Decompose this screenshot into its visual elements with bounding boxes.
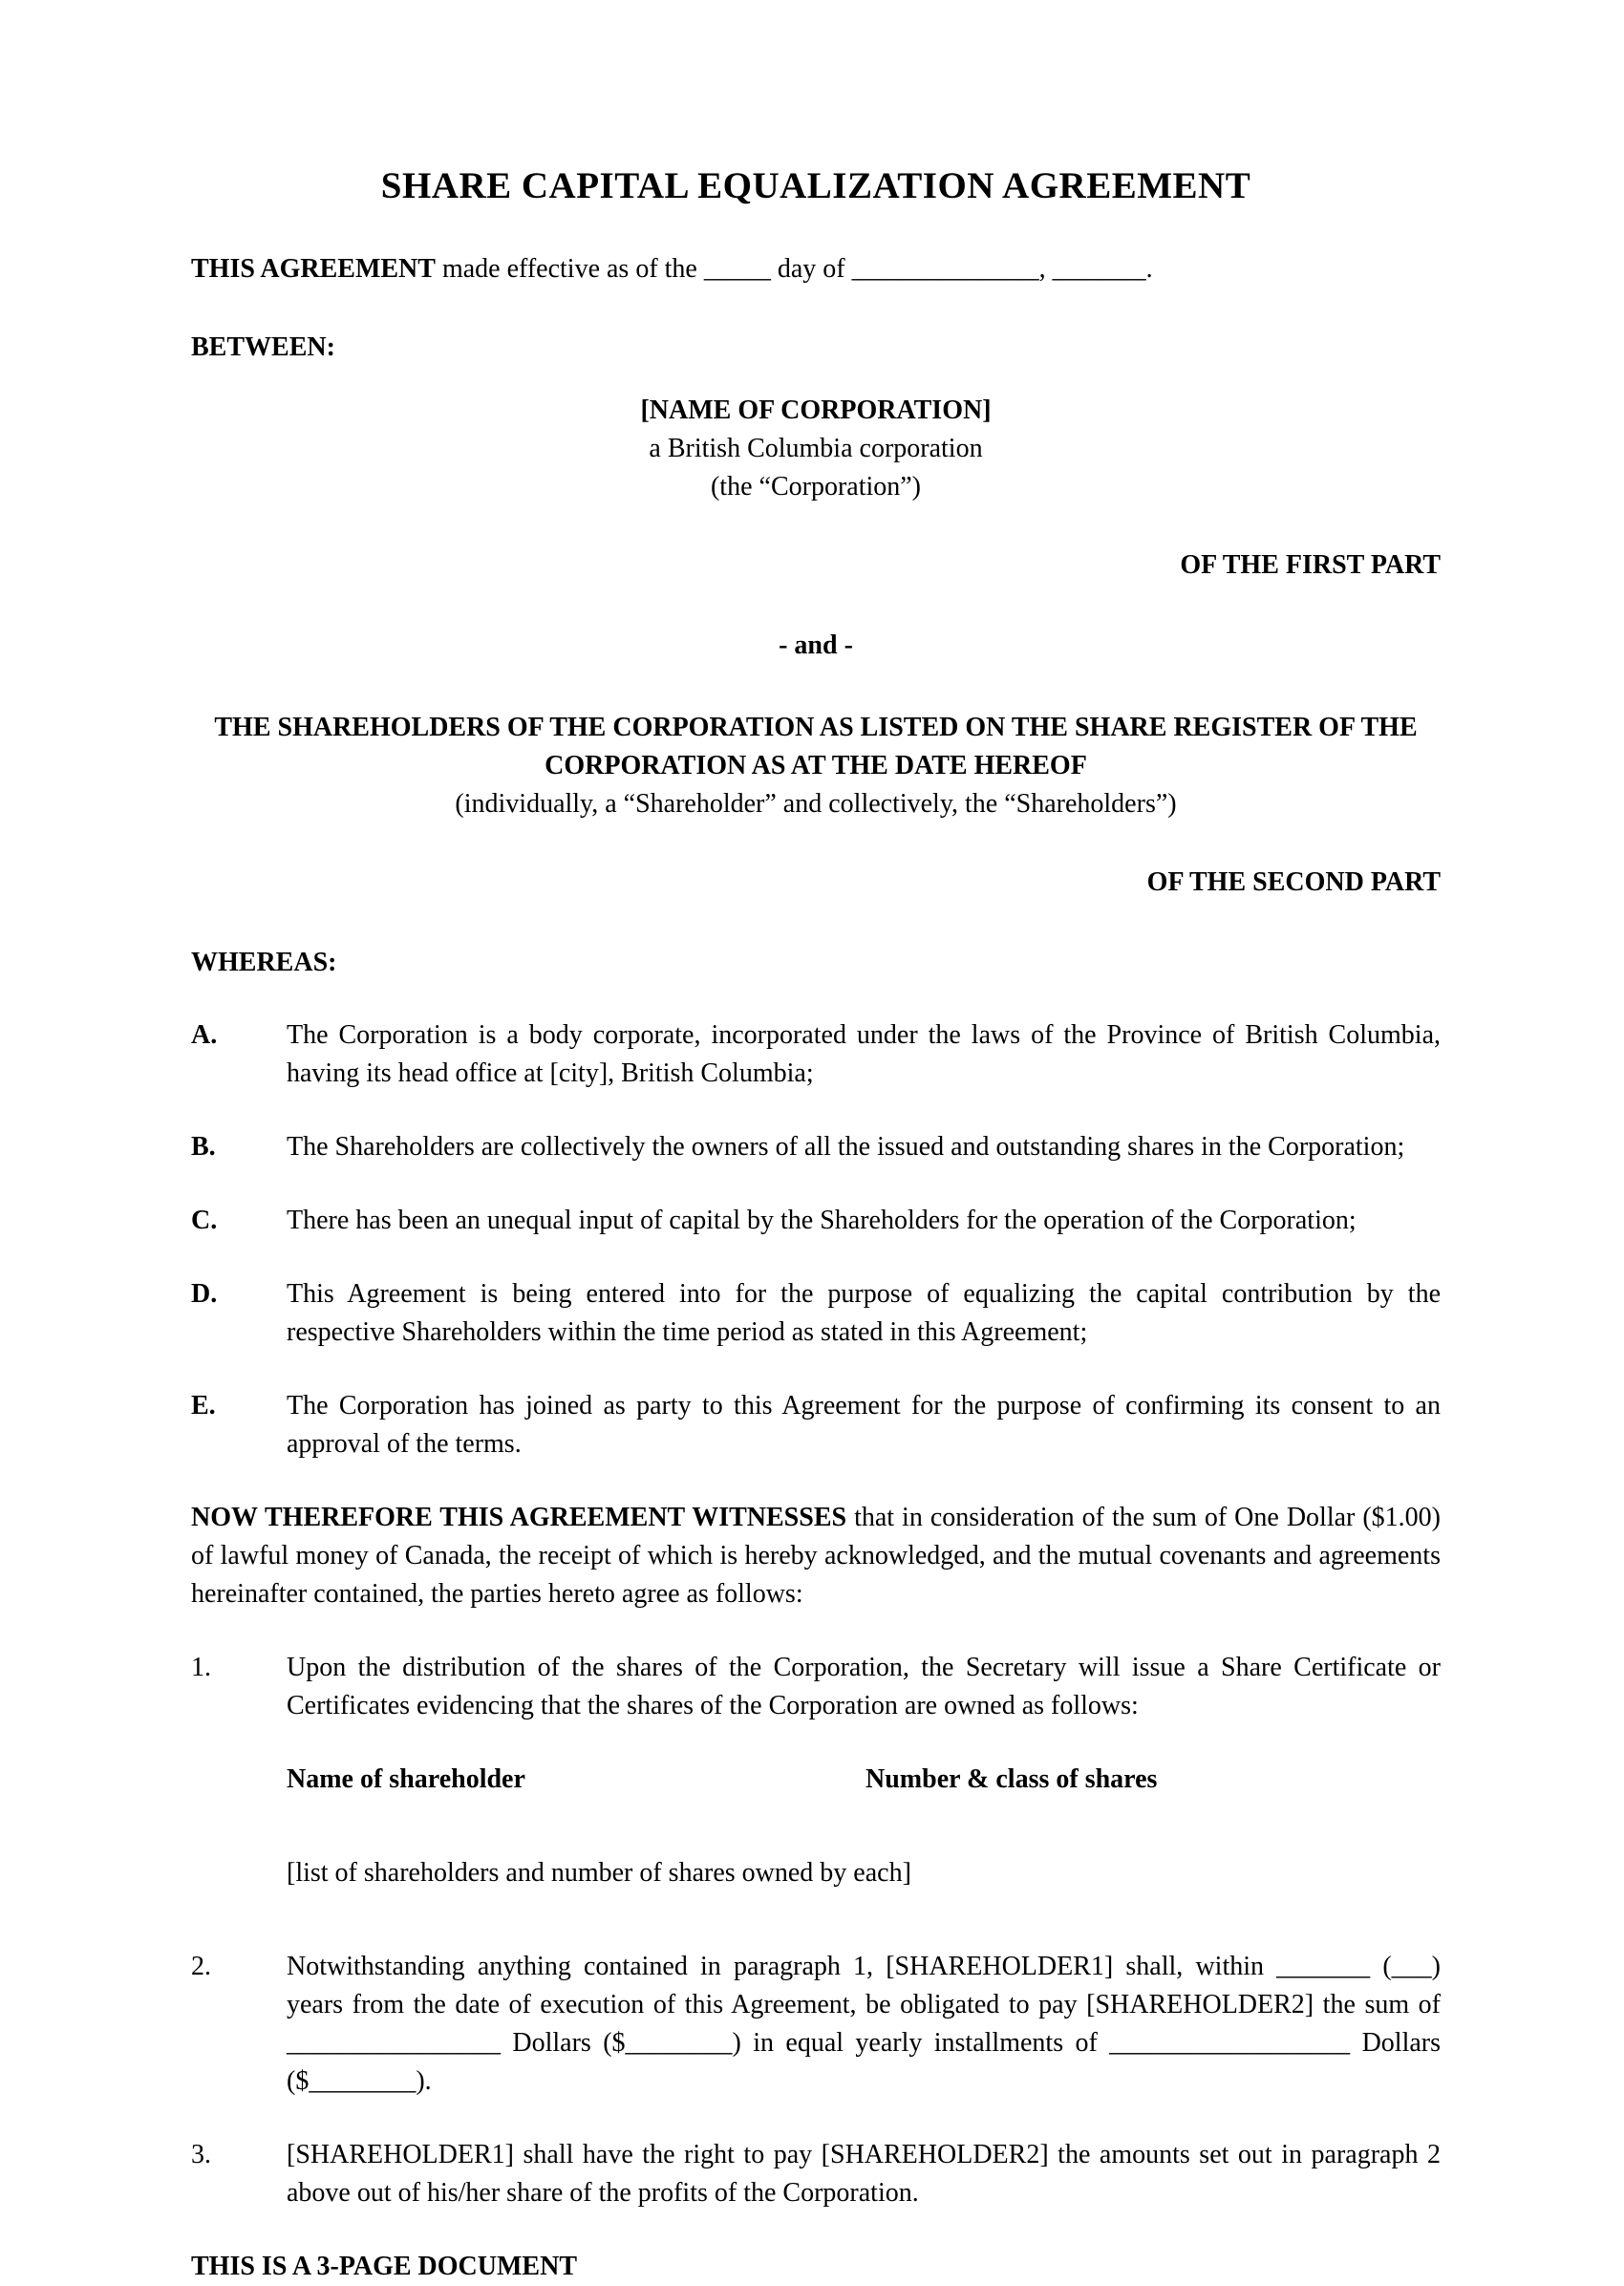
recital-b-text: The Shareholders are collectively the owners of all the issued and outstanding shares in the Corporation; [287,1132,1405,1162]
recital-a-letter: A. [191,1020,218,1050]
clause-2 [191,1948,1441,2101]
and-separator: - and - [779,630,853,660]
recital-a-text: The Corporation is a body corporate, incorporated under the laws of the Province of British Columbia, having its head office at [city], British Columbia; [287,1020,1441,1088]
intro-line [191,250,1441,288]
first-party-defined-as: (the “Corporation”) [710,472,922,502]
document-title: SHARE CAPITAL EQUALIZATION AGREEMENT [380,165,1251,206]
share-table-col2-header: Number & class of shares [865,1764,1158,1794]
clause-1-number: 1. [191,1653,211,1682]
clause-3-number: 3. [191,2140,211,2169]
recital-e-text: The Corporation has joined as party to this Agreement for the purpose of confirming its consent to an approval of the terms. [287,1391,1441,1459]
whereas-label: WHEREAS: [191,948,337,977]
clause-3 [191,2136,1441,2212]
first-party-block [191,392,1441,506]
recital-d-text: This Agreement is being entered into for the purpose of equalizing the capital contribution by the respective Shareholders within the time period as stated in this Agreement; [287,1279,1441,1347]
recital-e-letter: E. [191,1391,216,1421]
second-party-block [191,709,1441,823]
clause-1-text: Upon the distribution of the shares of the Corporation, the Secretary will issue a Share Certificate or Certificates evidencing that the shares of the Corporation are owned as follows: [287,1653,1441,1720]
recital-b-letter: B. [191,1132,216,1162]
shareholder-list-placeholder: [list of shareholders and number of shares owned by each] [287,1858,911,1888]
second-party-name: THE SHAREHOLDERS OF THE CORPORATION AS LISTED ON THE SHARE REGISTER OF THE CORPORATION AS AT THE DATE HEREOF [214,713,1418,780]
share-table-col1-header: Name of shareholder [287,1764,525,1794]
between-label: BETWEEN: [191,332,335,362]
intro-lead-in: THIS AGREEMENT [191,254,436,284]
first-party-name: [NAME OF CORPORATION] [640,395,992,425]
recital-d-letter: D. [191,1279,218,1309]
intro-text: made effective as of the _____ day of ______________, _______. [435,254,1153,284]
clause-2-number: 2. [191,1952,211,1981]
recital-a [191,1016,1441,1093]
recital-c-letter: C. [191,1206,218,1235]
second-party-defined-as: (individually, a “Shareholder” and collectively, the “Shareholders”) [455,789,1177,819]
recital-e [191,1387,1441,1463]
first-party-description: a British Columbia corporation [649,434,983,463]
second-part-label: OF THE SECOND PART [1146,867,1441,897]
page-count-notice: THIS IS A 3-PAGE DOCUMENT [191,2252,577,2281]
recital-c [191,1202,1441,1240]
clause-2-text: Notwithstanding anything contained in paragraph 1, [SHAREHOLDER1] shall, within _______ (___) years from the date of execution of this Agreement, be obligated to pay [SHAREHOLDER2] the sum of ________________ Dollars ($________) in equal yearly installments of __________________ Dollars ($________). [287,1952,1441,2096]
clause-3-text: [SHAREHOLDER1] shall have the right to pay [SHAREHOLDER2] the amounts set out in paragraph 2 above out of his/her share of the profits of the Corporation. [287,2140,1441,2208]
clause-1 [191,1649,1441,1725]
recital-c-text: There has been an unequal input of capital by the Shareholders for the operation of the Corporation; [287,1206,1357,1235]
now-therefore-paragraph [191,1499,1441,1613]
now-therefore-lead-in: NOW THEREFORE THIS AGREEMENT WITNESSES [191,1503,847,1532]
share-table-header [191,1761,1441,1799]
recital-b [191,1128,1441,1166]
first-part-label: OF THE FIRST PART [1180,550,1441,580]
now-therefore-text: that in consideration of the sum of One Dollar ($1.00) of lawful money of Canada, the receipt of which is hereby acknowledged, and the mutual covenants and agreements hereinafter contained, the parties hereto agree as follows: [191,1503,1442,1609]
recital-d [191,1275,1441,1352]
